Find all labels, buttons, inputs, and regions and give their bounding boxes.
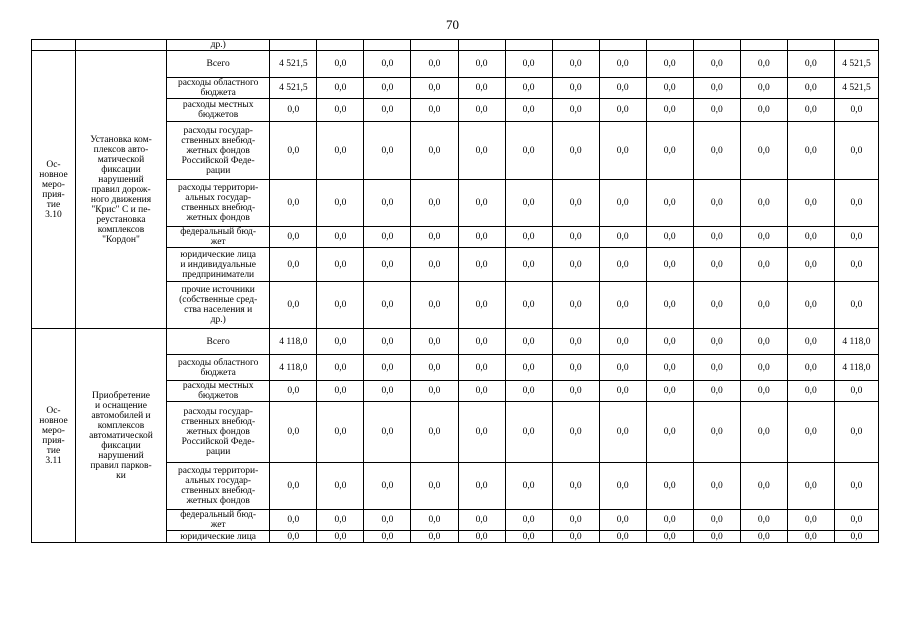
value-cell: 0,0 [270, 531, 317, 543]
value-cell: 0,0 [740, 282, 787, 329]
value-cell: 0,0 [270, 402, 317, 463]
value-cell [693, 40, 740, 51]
value-cell: 0,0 [646, 510, 693, 531]
table-row [32, 51, 879, 78]
value-cell: 0,0 [364, 355, 411, 381]
source-cell: Всего [167, 329, 270, 355]
value-cell: 0,0 [552, 51, 599, 78]
value-cell: 0,0 [458, 329, 505, 355]
value-cell: 0,0 [270, 227, 317, 248]
value-cell: 0,0 [787, 51, 834, 78]
value-cell: 0,0 [411, 51, 458, 78]
value-cell: 0,0 [693, 531, 740, 543]
value-cell: 0,0 [552, 510, 599, 531]
value-cell: 0,0 [693, 282, 740, 329]
event-cell [32, 40, 76, 51]
source-cell: расходы государ- ственных внебюд- жетных фондов Российской Феде- рации [167, 122, 270, 180]
value-cell: 0,0 [458, 282, 505, 329]
value-cell: 0,0 [317, 402, 364, 463]
value-cell: 0,0 [834, 463, 878, 510]
value-cell: 0,0 [834, 510, 878, 531]
value-cell: 0,0 [646, 531, 693, 543]
value-cell: 0,0 [646, 248, 693, 282]
value-cell: 0,0 [411, 282, 458, 329]
value-cell [740, 40, 787, 51]
value-cell: 0,0 [364, 381, 411, 402]
value-cell: 0,0 [646, 51, 693, 78]
value-cell [411, 40, 458, 51]
value-cell: 0,0 [740, 227, 787, 248]
value-cell: 0,0 [552, 402, 599, 463]
value-cell: 0,0 [552, 99, 599, 122]
value-cell: 0,0 [693, 355, 740, 381]
source-cell: расходы областного бюджета [167, 78, 270, 99]
value-cell: 0,0 [458, 122, 505, 180]
value-cell: 0,0 [740, 180, 787, 227]
value-cell: 0,0 [834, 381, 878, 402]
value-cell: 4 521,5 [270, 51, 317, 78]
value-cell: 0,0 [317, 355, 364, 381]
value-cell: 0,0 [599, 180, 646, 227]
value-cell: 0,0 [787, 402, 834, 463]
value-cell: 0,0 [317, 122, 364, 180]
value-cell: 0,0 [740, 329, 787, 355]
value-cell: 4 521,5 [834, 51, 878, 78]
value-cell: 0,0 [740, 402, 787, 463]
source-cell: расходы территори- альных государ- ственных внебюд- жетных фондов [167, 463, 270, 510]
value-cell: 0,0 [505, 99, 552, 122]
source-cell: юридические лица [167, 531, 270, 543]
value-cell [834, 40, 878, 51]
value-cell: 0,0 [364, 180, 411, 227]
value-cell: 0,0 [505, 463, 552, 510]
value-cell: 4 118,0 [270, 355, 317, 381]
value-cell: 0,0 [317, 51, 364, 78]
value-cell: 0,0 [364, 463, 411, 510]
value-cell: 4 521,5 [834, 78, 878, 99]
value-cell: 0,0 [693, 78, 740, 99]
value-cell: 0,0 [646, 355, 693, 381]
value-cell: 0,0 [787, 531, 834, 543]
value-cell: 0,0 [270, 99, 317, 122]
value-cell: 0,0 [364, 329, 411, 355]
value-cell: 0,0 [270, 381, 317, 402]
value-cell: 0,0 [505, 510, 552, 531]
value-cell: 0,0 [693, 329, 740, 355]
value-cell: 0,0 [505, 329, 552, 355]
value-cell: 0,0 [364, 122, 411, 180]
value-cell: 0,0 [599, 381, 646, 402]
value-cell: 0,0 [411, 355, 458, 381]
value-cell: 0,0 [693, 122, 740, 180]
value-cell: 0,0 [317, 282, 364, 329]
value-cell: 0,0 [552, 531, 599, 543]
value-cell: 0,0 [270, 180, 317, 227]
value-cell: 0,0 [317, 99, 364, 122]
value-cell: 0,0 [740, 51, 787, 78]
value-cell: 0,0 [693, 51, 740, 78]
value-cell: 0,0 [834, 282, 878, 329]
value-cell: 0,0 [270, 510, 317, 531]
value-cell: 0,0 [599, 463, 646, 510]
value-cell: 0,0 [599, 99, 646, 122]
value-cell: 0,0 [740, 99, 787, 122]
value-cell: 0,0 [458, 381, 505, 402]
value-cell: 0,0 [458, 531, 505, 543]
value-cell: 0,0 [505, 227, 552, 248]
value-cell: 0,0 [646, 402, 693, 463]
value-cell: 0,0 [458, 227, 505, 248]
value-cell: 0,0 [505, 402, 552, 463]
value-cell: 0,0 [693, 510, 740, 531]
value-cell: 0,0 [552, 381, 599, 402]
value-cell: 0,0 [599, 122, 646, 180]
value-cell: 0,0 [411, 99, 458, 122]
value-cell: 0,0 [364, 510, 411, 531]
value-cell: 0,0 [552, 78, 599, 99]
value-cell: 0,0 [411, 227, 458, 248]
value-cell: 0,0 [552, 329, 599, 355]
value-cell: 0,0 [552, 227, 599, 248]
budget-table [31, 39, 879, 543]
value-cell: 0,0 [458, 78, 505, 99]
value-cell: 0,0 [599, 248, 646, 282]
value-cell: 0,0 [505, 248, 552, 282]
value-cell: 0,0 [787, 510, 834, 531]
value-cell: 0,0 [599, 531, 646, 543]
value-cell: 0,0 [364, 282, 411, 329]
value-cell [458, 40, 505, 51]
value-cell: 0,0 [411, 78, 458, 99]
value-cell: 0,0 [411, 248, 458, 282]
value-cell: 0,0 [552, 282, 599, 329]
value-cell: 0,0 [740, 463, 787, 510]
value-cell: 0,0 [646, 122, 693, 180]
value-cell: 0,0 [505, 282, 552, 329]
value-cell: 0,0 [411, 531, 458, 543]
value-cell: 0,0 [317, 531, 364, 543]
value-cell: 0,0 [599, 402, 646, 463]
value-cell: 0,0 [787, 329, 834, 355]
value-cell: 0,0 [693, 227, 740, 248]
value-cell: 0,0 [505, 78, 552, 99]
value-cell: 0,0 [317, 329, 364, 355]
value-cell: 0,0 [317, 180, 364, 227]
source-cell: Всего [167, 51, 270, 78]
value-cell: 0,0 [458, 248, 505, 282]
value-cell: 0,0 [646, 227, 693, 248]
source-cell: расходы государ- ственных внебюд- жетных фондов Российской Феде- рации [167, 402, 270, 463]
value-cell: 0,0 [787, 381, 834, 402]
value-cell: 0,0 [317, 227, 364, 248]
table-row [32, 329, 879, 355]
value-cell: 0,0 [317, 463, 364, 510]
value-cell: 0,0 [740, 381, 787, 402]
value-cell: 0,0 [364, 402, 411, 463]
value-cell: 0,0 [834, 99, 878, 122]
value-cell [552, 40, 599, 51]
source-cell: др.) [167, 40, 270, 51]
value-cell: 0,0 [505, 531, 552, 543]
value-cell: 0,0 [364, 248, 411, 282]
value-cell: 0,0 [270, 122, 317, 180]
value-cell: 0,0 [411, 122, 458, 180]
value-cell: 4 521,5 [270, 78, 317, 99]
value-cell [364, 40, 411, 51]
value-cell: 0,0 [599, 227, 646, 248]
name-cell [75, 40, 166, 51]
value-cell: 0,0 [646, 78, 693, 99]
value-cell: 0,0 [458, 510, 505, 531]
value-cell: 0,0 [740, 248, 787, 282]
value-cell: 0,0 [364, 78, 411, 99]
value-cell: 0,0 [693, 180, 740, 227]
value-cell: 0,0 [505, 122, 552, 180]
value-cell: 0,0 [411, 402, 458, 463]
table-row [32, 40, 879, 51]
value-cell [599, 40, 646, 51]
value-cell: 0,0 [411, 180, 458, 227]
value-cell: 0,0 [787, 99, 834, 122]
name-cell: Приобретение и оснащение автомобилей и комплексов автоматической фиксации нарушений правил парков- ки [75, 329, 166, 543]
value-cell: 0,0 [317, 381, 364, 402]
value-cell: 0,0 [270, 463, 317, 510]
value-cell [646, 40, 693, 51]
value-cell: 4 118,0 [834, 355, 878, 381]
source-cell: федеральный бюд- жет [167, 510, 270, 531]
value-cell: 0,0 [364, 531, 411, 543]
value-cell: 0,0 [834, 531, 878, 543]
value-cell: 0,0 [787, 180, 834, 227]
value-cell: 0,0 [599, 355, 646, 381]
value-cell: 0,0 [552, 248, 599, 282]
value-cell: 0,0 [317, 248, 364, 282]
value-cell: 0,0 [834, 402, 878, 463]
value-cell: 0,0 [787, 248, 834, 282]
value-cell: 0,0 [458, 180, 505, 227]
value-cell: 0,0 [458, 402, 505, 463]
value-cell [317, 40, 364, 51]
event-cell: Ос- новное меро- прия- тие 3.10 [32, 51, 76, 329]
value-cell: 0,0 [834, 122, 878, 180]
source-cell: федеральный бюд- жет [167, 227, 270, 248]
value-cell: 0,0 [411, 510, 458, 531]
value-cell: 0,0 [787, 122, 834, 180]
value-cell: 0,0 [458, 355, 505, 381]
value-cell: 0,0 [599, 51, 646, 78]
value-cell: 0,0 [740, 355, 787, 381]
value-cell: 0,0 [834, 248, 878, 282]
value-cell: 0,0 [740, 531, 787, 543]
value-cell: 4 118,0 [834, 329, 878, 355]
value-cell: 0,0 [787, 355, 834, 381]
value-cell: 0,0 [693, 99, 740, 122]
value-cell: 0,0 [411, 381, 458, 402]
value-cell: 0,0 [787, 227, 834, 248]
value-cell: 0,0 [646, 282, 693, 329]
value-cell: 0,0 [505, 381, 552, 402]
value-cell: 0,0 [411, 463, 458, 510]
value-cell: 0,0 [505, 180, 552, 227]
value-cell: 0,0 [646, 99, 693, 122]
value-cell: 0,0 [787, 78, 834, 99]
value-cell: 0,0 [599, 510, 646, 531]
value-cell: 0,0 [599, 329, 646, 355]
value-cell: 0,0 [693, 248, 740, 282]
value-cell: 0,0 [599, 282, 646, 329]
value-cell: 0,0 [646, 329, 693, 355]
value-cell: 0,0 [505, 51, 552, 78]
value-cell: 0,0 [693, 381, 740, 402]
value-cell: 0,0 [364, 227, 411, 248]
value-cell: 0,0 [740, 78, 787, 99]
value-cell: 0,0 [270, 248, 317, 282]
source-cell: расходы местных бюджетов [167, 381, 270, 402]
value-cell: 0,0 [646, 180, 693, 227]
value-cell [787, 40, 834, 51]
value-cell: 0,0 [834, 180, 878, 227]
value-cell: 0,0 [505, 355, 552, 381]
value-cell: 0,0 [364, 51, 411, 78]
value-cell: 0,0 [317, 78, 364, 99]
source-cell: юридические лица и индивидуальные предприниматели [167, 248, 270, 282]
value-cell [505, 40, 552, 51]
value-cell: 0,0 [317, 510, 364, 531]
value-cell: 0,0 [458, 463, 505, 510]
value-cell: 0,0 [270, 282, 317, 329]
value-cell: 0,0 [834, 227, 878, 248]
value-cell [270, 40, 317, 51]
value-cell: 0,0 [646, 381, 693, 402]
name-cell: Установка ком- плексов авто- матической фиксации нарушений правил дорож- ного движения "Крис" С и пе- реустановка комплексов "Кордон" [75, 51, 166, 329]
value-cell: 0,0 [458, 51, 505, 78]
value-cell: 0,0 [740, 510, 787, 531]
source-cell: расходы местных бюджетов [167, 99, 270, 122]
value-cell: 0,0 [646, 463, 693, 510]
value-cell: 0,0 [599, 78, 646, 99]
page-number: 70 [446, 17, 459, 32]
value-cell: 0,0 [787, 463, 834, 510]
value-cell: 0,0 [364, 99, 411, 122]
source-cell: расходы областного бюджета [167, 355, 270, 381]
source-cell: расходы территори- альных государ- ственных внебюд- жетных фондов [167, 180, 270, 227]
source-cell: прочие источники (собственные сред- ства населения и др.) [167, 282, 270, 329]
value-cell: 0,0 [552, 122, 599, 180]
value-cell: 0,0 [740, 122, 787, 180]
value-cell: 0,0 [552, 463, 599, 510]
value-cell: 0,0 [787, 282, 834, 329]
value-cell: 0,0 [552, 180, 599, 227]
value-cell: 0,0 [693, 463, 740, 510]
event-cell: Ос- новное меро- прия- тие 3.11 [32, 329, 76, 543]
value-cell: 0,0 [693, 402, 740, 463]
value-cell: 0,0 [458, 99, 505, 122]
value-cell: 0,0 [411, 329, 458, 355]
value-cell: 4 118,0 [270, 329, 317, 355]
value-cell: 0,0 [552, 355, 599, 381]
